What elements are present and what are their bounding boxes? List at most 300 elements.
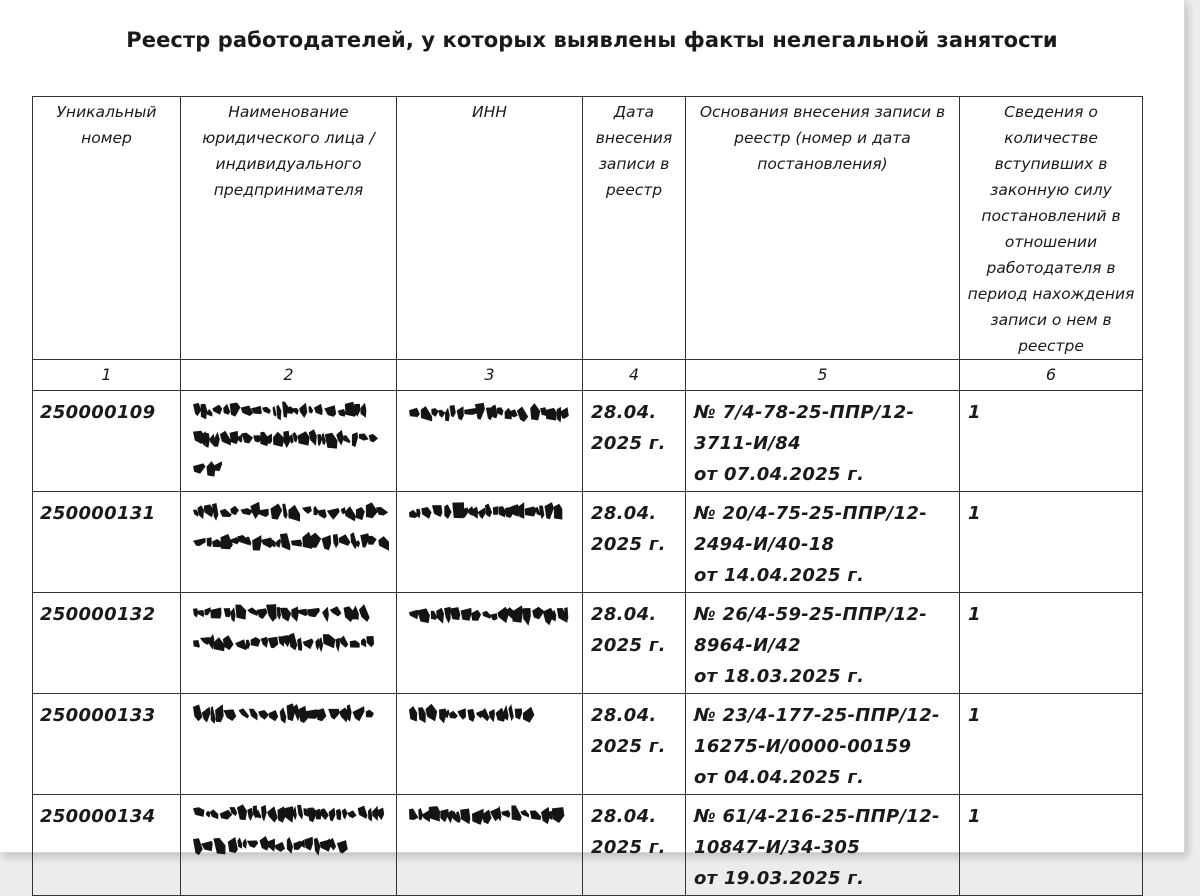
- redaction-blot: [322, 607, 329, 622]
- redaction-blot: [247, 808, 253, 821]
- redaction-blot: [353, 706, 365, 721]
- redaction-blot: [261, 805, 267, 822]
- redaction-blot: [289, 633, 298, 651]
- redaction-blot: [220, 810, 233, 820]
- redaction-blot: [545, 502, 555, 519]
- redaction-blot: [504, 705, 509, 721]
- redaction-blot: [267, 806, 278, 822]
- redaction-blot: [256, 810, 261, 818]
- redaction-blot: [322, 535, 332, 550]
- redaction-blot: [273, 432, 285, 447]
- redaction-blot: [339, 534, 351, 546]
- redaction-blot: [421, 507, 431, 519]
- redaction-blot: [262, 407, 271, 414]
- redaction-blot: [498, 506, 506, 517]
- redaction-blot: [207, 409, 213, 417]
- redaction-blot: [309, 429, 317, 446]
- inn-cell: [397, 391, 583, 492]
- redaction-blot: [241, 433, 253, 444]
- redacted-inn: [405, 801, 575, 833]
- basis-line: 16275-И/0000-00159: [694, 736, 912, 757]
- redaction-blot: [251, 637, 261, 647]
- redaction-blot: [291, 540, 302, 547]
- redaction-blot: [505, 507, 512, 518]
- redaction-blot: [220, 431, 231, 446]
- redaction-blot: [193, 807, 205, 817]
- entry-date-line: 2025 г.: [591, 433, 666, 454]
- redaction-blot: [324, 405, 336, 417]
- basis-line: № 23/4-177-25-ППР/12-: [694, 705, 940, 726]
- redaction-blot: [284, 806, 294, 822]
- redacted-entity-name: [189, 397, 389, 477]
- redaction-blot: [235, 605, 246, 620]
- basis-line: 8964-И/42: [694, 635, 801, 656]
- redaction-blot: [321, 808, 329, 820]
- entry-date-line: 2025 г.: [591, 534, 666, 555]
- redaction-blot: [230, 506, 239, 515]
- header-entity-name: Наименование юридического лица / индивидуального предпринимателя: [181, 97, 397, 360]
- basis-line: от 18.03.2025 г.: [694, 666, 865, 687]
- redaction-blot: [201, 841, 213, 851]
- redacted-entity-name: [189, 599, 389, 679]
- redaction-blot: [193, 705, 202, 722]
- basis-line: от 14.04.2025 г.: [694, 565, 865, 586]
- redaction-blot: [230, 607, 235, 622]
- column-number: 2: [181, 360, 397, 391]
- redaction-blot: [519, 502, 524, 519]
- resolutions-count-cell: [960, 593, 1143, 694]
- redaction-blot: [485, 504, 492, 518]
- redaction-blot: [278, 806, 285, 823]
- resolutions-count-cell: [960, 492, 1143, 593]
- redaction-blot: [350, 532, 357, 549]
- resolutions-count-cell: [960, 694, 1143, 795]
- redaction-blot: [366, 636, 374, 647]
- header-basis: Основания внесения записи в реестр (номер и дата постановления): [686, 97, 960, 360]
- column-number: 5: [686, 360, 960, 391]
- redaction-blot: [238, 434, 243, 443]
- redaction-blot: [314, 404, 323, 416]
- redaction-blot: [310, 533, 321, 548]
- redaction-blot: [259, 509, 269, 517]
- redaction-blot: [376, 507, 388, 516]
- redaction-blot: [432, 505, 442, 517]
- column-number: 1: [33, 360, 181, 391]
- redaction-blot: [358, 806, 368, 819]
- redaction-blot: [368, 808, 372, 822]
- entry-date-cell: [583, 593, 686, 694]
- redaction-blot: [347, 810, 357, 818]
- redaction-blot: [353, 606, 359, 620]
- redaction-blot: [554, 504, 562, 520]
- page-title: Реестр работодателей, у которых выявлены факты нелегальной занятости: [126, 28, 1058, 52]
- redaction-blot: [493, 506, 498, 515]
- redaction-blot: [361, 638, 366, 647]
- redaction-blot: [336, 638, 340, 653]
- redaction-blot: [237, 838, 242, 849]
- redaction-blot: [260, 836, 270, 851]
- redaction-blot: [431, 611, 437, 620]
- unique-number: 250000132: [40, 604, 156, 625]
- entry-date-cell: [583, 795, 686, 896]
- redaction-blot: [438, 410, 445, 418]
- redaction-blot: [520, 810, 529, 818]
- redaction-blot: [247, 840, 258, 848]
- redaction-blot: [197, 505, 204, 519]
- redaction-blot: [246, 640, 250, 649]
- redaction-blot: [545, 408, 557, 421]
- redaction-blot: [252, 535, 261, 550]
- redaction-blot: [347, 704, 352, 721]
- redaction-blot: [523, 707, 535, 723]
- unique-number: 250000134: [40, 806, 156, 827]
- redaction-blot: [258, 710, 269, 720]
- entry-date-line: 28.04.: [591, 705, 657, 726]
- column-number: 4: [583, 360, 686, 391]
- redaction-blot: [297, 638, 302, 652]
- redaction-blot: [276, 539, 281, 548]
- unique-number: 250000131: [40, 503, 156, 524]
- redaction-blot: [409, 809, 418, 821]
- redacted-entity-name: [189, 700, 389, 780]
- redaction-blot: [193, 838, 203, 855]
- redaction-blot: [352, 432, 358, 447]
- redacted-inn: [405, 700, 575, 732]
- redaction-blot: [501, 810, 510, 818]
- entry-date-line: 28.04.: [591, 604, 657, 625]
- redaction-blot: [425, 704, 437, 722]
- redaction-blot: [511, 805, 521, 821]
- redaction-blot: [325, 433, 338, 449]
- redaction-blot: [237, 804, 247, 820]
- entry-date-cell: [583, 694, 686, 795]
- basis-line: № 26/4-59-25-ППР/12-: [694, 604, 927, 625]
- column-number: 6: [960, 360, 1143, 391]
- resolutions-count-cell: [960, 795, 1143, 896]
- redaction-blot: [299, 403, 307, 418]
- redaction-blot: [366, 710, 374, 718]
- entry-date-cell: [583, 492, 686, 593]
- redaction-blot: [205, 433, 210, 448]
- redaction-blot: [275, 842, 286, 852]
- unique-number: 250000133: [40, 705, 156, 726]
- redaction-blot: [439, 709, 446, 724]
- redaction-blot: [193, 538, 206, 546]
- redaction-blot: [193, 608, 198, 617]
- header-row: [33, 97, 1143, 360]
- resolutions-count: 1: [968, 806, 981, 827]
- redaction-blot: [193, 403, 201, 416]
- employer-registry-table: [32, 96, 1143, 896]
- inn-cell: [397, 694, 583, 795]
- redaction-blot: [207, 461, 216, 477]
- redaction-blot: [305, 709, 318, 719]
- redaction-blot: [250, 502, 260, 519]
- redaction-blot: [359, 434, 369, 441]
- entity-name-cell: [181, 795, 397, 896]
- resolutions-count: 1: [968, 705, 981, 726]
- resolutions-count: 1: [968, 503, 981, 524]
- basis-line: № 7/4-78-25-ППР/12-: [694, 402, 915, 423]
- redaction-blot: [515, 709, 522, 720]
- redaction-blot: [336, 430, 343, 446]
- entry-date-line: 2025 г.: [591, 635, 666, 656]
- basis-cell: [686, 795, 960, 896]
- redaction-blot: [273, 406, 277, 417]
- redaction-blot: [341, 507, 346, 514]
- redaction-blot: [557, 407, 562, 423]
- redaction-blot: [497, 407, 504, 415]
- redaction-blot: [530, 403, 540, 420]
- redaction-blot: [240, 508, 253, 515]
- redaction-blot: [288, 505, 300, 522]
- redaction-blot: [421, 406, 433, 421]
- redaction-blot: [328, 709, 339, 720]
- redaction-blot: [224, 608, 232, 617]
- redaction-blot: [523, 608, 531, 626]
- redaction-blot: [210, 608, 221, 619]
- redaction-blot: [207, 537, 212, 547]
- redaction-blot: [266, 604, 277, 622]
- redaction-blot: [489, 709, 495, 722]
- redaction-blot: [223, 709, 236, 721]
- redaction-blot: [287, 703, 296, 721]
- redaction-blot: [267, 434, 272, 444]
- unique-number: 250000109: [40, 402, 156, 423]
- redaction-blot: [308, 406, 313, 414]
- redaction-blot: [418, 707, 426, 723]
- redaction-blot: [257, 608, 268, 619]
- unique-number-cell: [33, 492, 181, 593]
- redaction-blot: [467, 709, 475, 722]
- redaction-blot: [478, 508, 486, 519]
- redaction-blot: [204, 607, 210, 615]
- redaction-blot: [342, 808, 348, 819]
- redaction-blot: [350, 640, 360, 647]
- entity-name-cell: [181, 694, 397, 795]
- table-row: [33, 391, 1143, 492]
- inn-cell: [397, 492, 583, 593]
- redaction-blot: [270, 504, 282, 520]
- redaction-blot: [209, 634, 215, 650]
- unique-number-cell: [33, 593, 181, 694]
- entry-date-cell: [583, 391, 686, 492]
- table-row: [33, 694, 1143, 795]
- redaction-blot: [532, 607, 544, 620]
- basis-line: 10847-И/34-305: [694, 837, 861, 858]
- unique-number-cell: [33, 391, 181, 492]
- redaction-blot: [449, 607, 460, 620]
- redaction-blot: [343, 435, 350, 443]
- redaction-blot: [317, 434, 322, 446]
- inn-cell: [397, 795, 583, 896]
- redaction-blot: [530, 811, 542, 821]
- redaction-blot: [201, 404, 208, 420]
- redaction-blot: [471, 610, 481, 621]
- redaction-blot: [235, 639, 247, 650]
- basis-line: № 20/4-75-25-ППР/12-: [694, 503, 927, 524]
- redaction-blot: [287, 837, 293, 854]
- redaction-blot: [490, 613, 497, 620]
- header-entry-date: Дата внесения записи в реестр: [583, 97, 686, 360]
- redaction-blot: [230, 403, 241, 417]
- redaction-blot: [269, 710, 278, 721]
- unique-number-cell: [33, 795, 181, 896]
- redaction-blot: [336, 809, 342, 821]
- redaction-blot: [445, 408, 450, 422]
- redaction-blot: [409, 610, 418, 619]
- redaction-blot: [215, 704, 224, 722]
- redaction-blot: [276, 405, 281, 421]
- redaction-blot: [193, 640, 200, 648]
- basis-cell: [686, 391, 960, 492]
- redaction-blot: [457, 406, 464, 420]
- redaction-blot: [409, 408, 420, 417]
- redaction-blot: [202, 707, 211, 723]
- redaction-blot: [198, 610, 204, 617]
- redaction-blot: [449, 711, 458, 719]
- entry-date-line: 2025 г.: [591, 837, 666, 858]
- redacted-entity-name: [189, 498, 389, 578]
- redaction-blot: [409, 706, 417, 722]
- redaction-blot: [366, 502, 378, 518]
- basis-cell: [686, 694, 960, 795]
- entity-name-cell: [181, 492, 397, 593]
- header-resolutions-count: Сведения о количестве вступивших в законную силу постановлений в отношении работодателя в период нахождения записи о нем в реестре: [960, 97, 1143, 360]
- basis-cell: [686, 593, 960, 694]
- redaction-blot: [552, 807, 565, 823]
- redaction-blot: [450, 405, 456, 417]
- redaction-blot: [239, 708, 250, 718]
- column-number-row: [33, 360, 1143, 391]
- redaction-blot: [297, 805, 303, 820]
- redaction-blot: [329, 808, 336, 822]
- redaction-blot: [228, 837, 238, 853]
- entry-date-line: 28.04.: [591, 503, 657, 524]
- redaction-blot: [215, 461, 223, 471]
- redaction-blot: [280, 707, 287, 723]
- redaction-blot: [436, 608, 444, 624]
- redaction-blot: [377, 808, 384, 820]
- redaction-blot: [482, 611, 492, 619]
- unique-number-cell: [33, 694, 181, 795]
- redaction-blot: [283, 431, 290, 448]
- redaction-blot: [213, 838, 225, 854]
- redaction-blot: [359, 604, 370, 622]
- redaction-blot: [305, 837, 313, 851]
- redaction-blot: [475, 403, 485, 420]
- entity-name-cell: [181, 391, 397, 492]
- redaction-blot: [223, 635, 234, 650]
- redaction-blot: [319, 637, 323, 652]
- redaction-blot: [268, 637, 279, 649]
- redaction-blot: [422, 810, 430, 822]
- redaction-blot: [340, 636, 349, 648]
- entry-date-line: 28.04.: [591, 806, 657, 827]
- redaction-blot: [330, 838, 336, 851]
- redaction-blot: [356, 507, 365, 520]
- table-row: [33, 593, 1143, 694]
- redaction-blot: [241, 406, 254, 417]
- redaction-blot: [360, 403, 366, 418]
- redaction-blot: [317, 509, 327, 518]
- redacted-inn: [405, 397, 575, 429]
- redaction-blot: [220, 509, 232, 517]
- redaction-blot: [338, 409, 346, 417]
- basis-line: № 61/4-216-25-ППР/12-: [694, 806, 940, 827]
- redaction-blot: [464, 408, 477, 415]
- entity-name-cell: [181, 593, 397, 694]
- entry-date-line: 28.04.: [591, 402, 657, 423]
- redaction-blot: [517, 407, 528, 422]
- redaction-blot: [512, 605, 523, 622]
- redaction-blot: [323, 634, 336, 648]
- redaction-blot: [210, 809, 218, 819]
- redaction-blot: [356, 540, 360, 547]
- resolutions-count: 1: [968, 402, 981, 423]
- redaction-blot: [431, 408, 438, 417]
- redaction-blot: [368, 536, 377, 545]
- redaction-blot: [249, 709, 258, 721]
- redaction-blot: [461, 608, 472, 621]
- redaction-blot: [457, 708, 466, 720]
- redaction-blot: [327, 508, 340, 520]
- redaction-blot: [444, 504, 451, 519]
- redaction-blot: [525, 507, 537, 517]
- redaction-blot: [243, 838, 247, 848]
- redacted-entity-name: [189, 801, 389, 881]
- basis-cell: [686, 492, 960, 593]
- redaction-blot: [247, 607, 258, 616]
- redaction-blot: [473, 507, 478, 519]
- resolutions-count-cell: [960, 391, 1143, 492]
- redaction-blot: [280, 608, 291, 622]
- redaction-blot: [215, 432, 220, 447]
- redaction-blot: [472, 809, 484, 825]
- redaction-blot: [307, 608, 320, 617]
- redaction-blot: [298, 431, 310, 445]
- basis-line: от 04.04.2025 г.: [694, 767, 865, 788]
- redaction-blot: [317, 708, 326, 721]
- redaction-blot: [193, 510, 198, 517]
- redaction-blot: [416, 509, 420, 519]
- redaction-blot: [291, 607, 298, 622]
- redaction-blot: [223, 404, 230, 415]
- basis-line: от 07.04.2025 г.: [694, 464, 865, 485]
- redaction-blot: [333, 534, 339, 548]
- column-number: 3: [397, 360, 583, 391]
- redaction-blot: [417, 608, 430, 623]
- redaction-blot: [460, 809, 470, 825]
- redaction-blot: [345, 506, 356, 521]
- entry-date-line: 2025 г.: [591, 736, 666, 757]
- redaction-blot: [378, 536, 389, 551]
- redaction-blot: [314, 838, 321, 856]
- redaction-blot: [492, 405, 498, 419]
- redaction-blot: [293, 408, 299, 415]
- redaction-blot: [497, 806, 501, 822]
- redaction-blot: [302, 506, 312, 514]
- table-row: [33, 492, 1143, 593]
- redaction-blot: [268, 839, 275, 852]
- redaction-blot: [212, 405, 222, 415]
- redaction-blot: [541, 807, 550, 824]
- redaction-blot: [280, 533, 290, 550]
- redaction-blot: [193, 463, 206, 473]
- redaction-blot: [337, 840, 348, 853]
- header-inn: ИНН: [397, 97, 583, 360]
- redaction-blot: [481, 708, 490, 721]
